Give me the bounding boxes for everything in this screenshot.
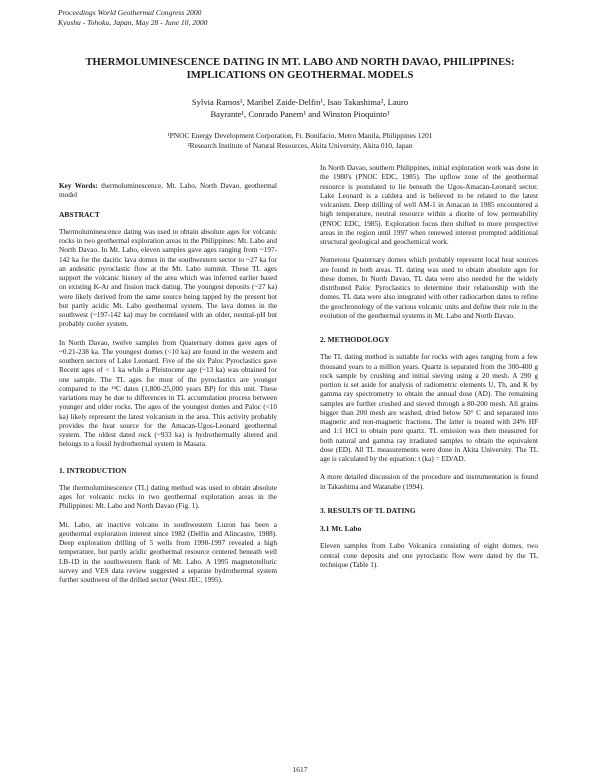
methodology-heading: 2. METHODOLOGY [320,335,390,344]
author-list [40,97,560,120]
proceedings-header [58,8,207,27]
introduction-paragraph-1: The thermoluminescence (TL) dating method was used to obtain absolute ages for volcanic rocks in two geothermal exploration areas in the Philippines: Mt. Labo and North Davao (Fig. 1). [59,483,277,511]
keywords-label: Key Words: [59,182,98,190]
authors-text: Sylvia Ramos¹, Maribel Zaide-Delfin¹, Isao Takashima², Lauro Bayrante¹, Conrado Panem¹ and Winston Pioquinto¹ [191,97,409,119]
methodology-paragraph-1: The TL dating method is suitable for rocks with ages ranging from a few thousand years to a million years. Quartz is separated from the 300-400 g rock sample by crushing and initial sieving using a 20 mesh. A 290 g portion is set aside for analysis of radiometric elements U, Th, and K by gamma ray spectrometry to obtain the annual dose (AD). The remaining samples are further crushed and sieved through a 80-200 mesh. All grains bigger than 200 mesh are washed, dried below 50° C and separated into magnetic and non-magnetic fractions. The latter is treated with 24% HF and 1:1 HCl to obtain pure quartz. TL emission was then measured for both natural and gamma ray irradiated samples to obtain the equivalent dose (ED). All TL measurements were done in Akita University. The TL age is calculated by the equation: t (ka) = ED/AD. [320,353,538,463]
mt-labo-paragraph: Eleven samples from Labo Volcanics consisting of eight domes, two central cone deposits and one pyroclastic flow were dated by the TL technique (Table 1). [320,542,538,569]
affiliation-1: ¹PNOC Energy Development Corporation, Ft. Bonifacio, Metro Manila, Philippines 1201 [167,131,433,140]
page-number: 1617 [292,765,308,774]
right-column [320,164,538,579]
introduction-heading: 1. INTRODUCTION [59,465,127,475]
abstract-paragraph-2: In North Davao, twelve samples from Quaternary domes gave ages of ~0.21-238 ka. The youngest domes (<10 ka) are found in the western and southern sectors of Lake Leonard. Five of the six Paloc Pyroclastics gave Recent ages of < 1 ka while a Pleistocene age (~13 ka) was obtained for one sample. The TL ages for most of the pyroclastics are younger compared to the ¹⁴C dates (1,800-25,000 years BP) for this unit. These variations may be due to differences in TL accumulation process between younger and older rocks. The ages of the youngest domes and Paloc (<10 ka) likely represent the latest volcanism in the area. This activity probably provides the heat source for the Amacan-Ugos-Leonard geothermal system. The oldest dated rock (~933 ka) is hydrothermally altered and belongs to a fossil hydrothermal system in Masara. [59,338,277,449]
title-line-1: THERMOLUMINESCENCE DATING IN MT. LABO AND NORTH DAVAO, PHILIPPINES: [85,57,515,68]
abstract-paragraph-1: Thermoluminescence dating was used to obtain absolute ages for volcanic rocks in two geothermal exploration areas in the Philippines: Mt. Labo and North Davao. In Mt. Labo, eleven samples gave ages ranging from ~197-142 ka for the dacitic lava domes in the southwestern sector to ~27 ka for an andesitic pyroclastic flow at the Mt. Labo summit. These TL ages support the volcanic history of the area which was inferred earlier based on existing K-Ar and fission track dating. The youngest deposits (~27 ka) were likely derived from the same source being tapped by the present hot but partly acidic Mt. Labo geothermal system. The lava domes in the southwest (~197-142 ka) may be correlated with an older, neutral-pH but probably cooler system. [59,227,277,329]
methodology-paragraph-2: A more detailed discussion of the procedure and instrumentation is found in Takashima and Watanabe (1994). [320,473,538,491]
abstract-heading: ABSTRACT [59,209,100,219]
intro-paragraph-4: Numerous Quaternary domes which probably represent local heat sources are found in both areas. TL dating was used to obtain absolute ages for these domes. In North Davao, TL data were also needed for the widely distributed Paloc Pyroclastics to determine their relationship with the domes. TL data were also integrated with other radiocarbon dates to refine the geochronology of the various volcanic units and define their role in the evolution of the geothermal systems in Mt. Labo and North Davao. [320,256,538,320]
intro-paragraph-3: In North Davao, southern Philippines, initial exploration work was done in the 1980's (PNOC EDC, 1985). The upflow zone of the geothermal resource is postulated to lie beneath the Ugos-Amacan-Leonard sector. Lake Leonard is a caldera and is believed to be related to the latest volcanism. Deep drilling of well AM-1 in Amacan in 1985 encountered a high temperature, neutral resource within a diorite of low permeability (PNOC EDC, 1985). Exploration focus then shifted to more prospective areas in the region until 1997 when renewed interest prompted additional structural geological and geochemical work. [320,164,538,246]
affiliation-2: ²Research Institute of Natural Resources, Akita University, Akita 010, Japan [187,141,413,151]
affiliations [40,131,560,152]
paper-title [40,56,560,82]
header-line-1: Proceedings World Geothermal Congress 2000 [58,8,202,17]
mt-labo-subheading: 3.1 Mt. Labo [320,524,362,533]
keywords [59,182,277,201]
header-line-2: Kyushu - Tohoku, Japan, May 28 - June 10, 2000 [58,17,208,27]
keywords-text: thermoluminescence, Mt. Labo, North Davao, geothermal model [59,182,278,200]
title-line-2: IMPLICATIONS ON GEOTHERMAL MODELS [186,70,414,81]
introduction-paragraph-2: Mt. Labo, an inactive volcano in southwestern Luzon has been a geothermal exploration interest since 1982 (Delfin and Alincastre, 1988). Deep exploration drilling of 5 wells from 1990-1997 revealed a high temperature, but partly acidic geothermal resource centered beneath well LB-1D in the southwestern flank of Mt. Labo. A 1995 magnetotelluric survey and VES data review suggested a separate hydrothermal system further southwest of the drilled sector (West JEC, 1995). [59,520,277,584]
left-column [59,182,277,594]
results-heading: 3. RESULTS OF TL DATING [320,505,416,515]
